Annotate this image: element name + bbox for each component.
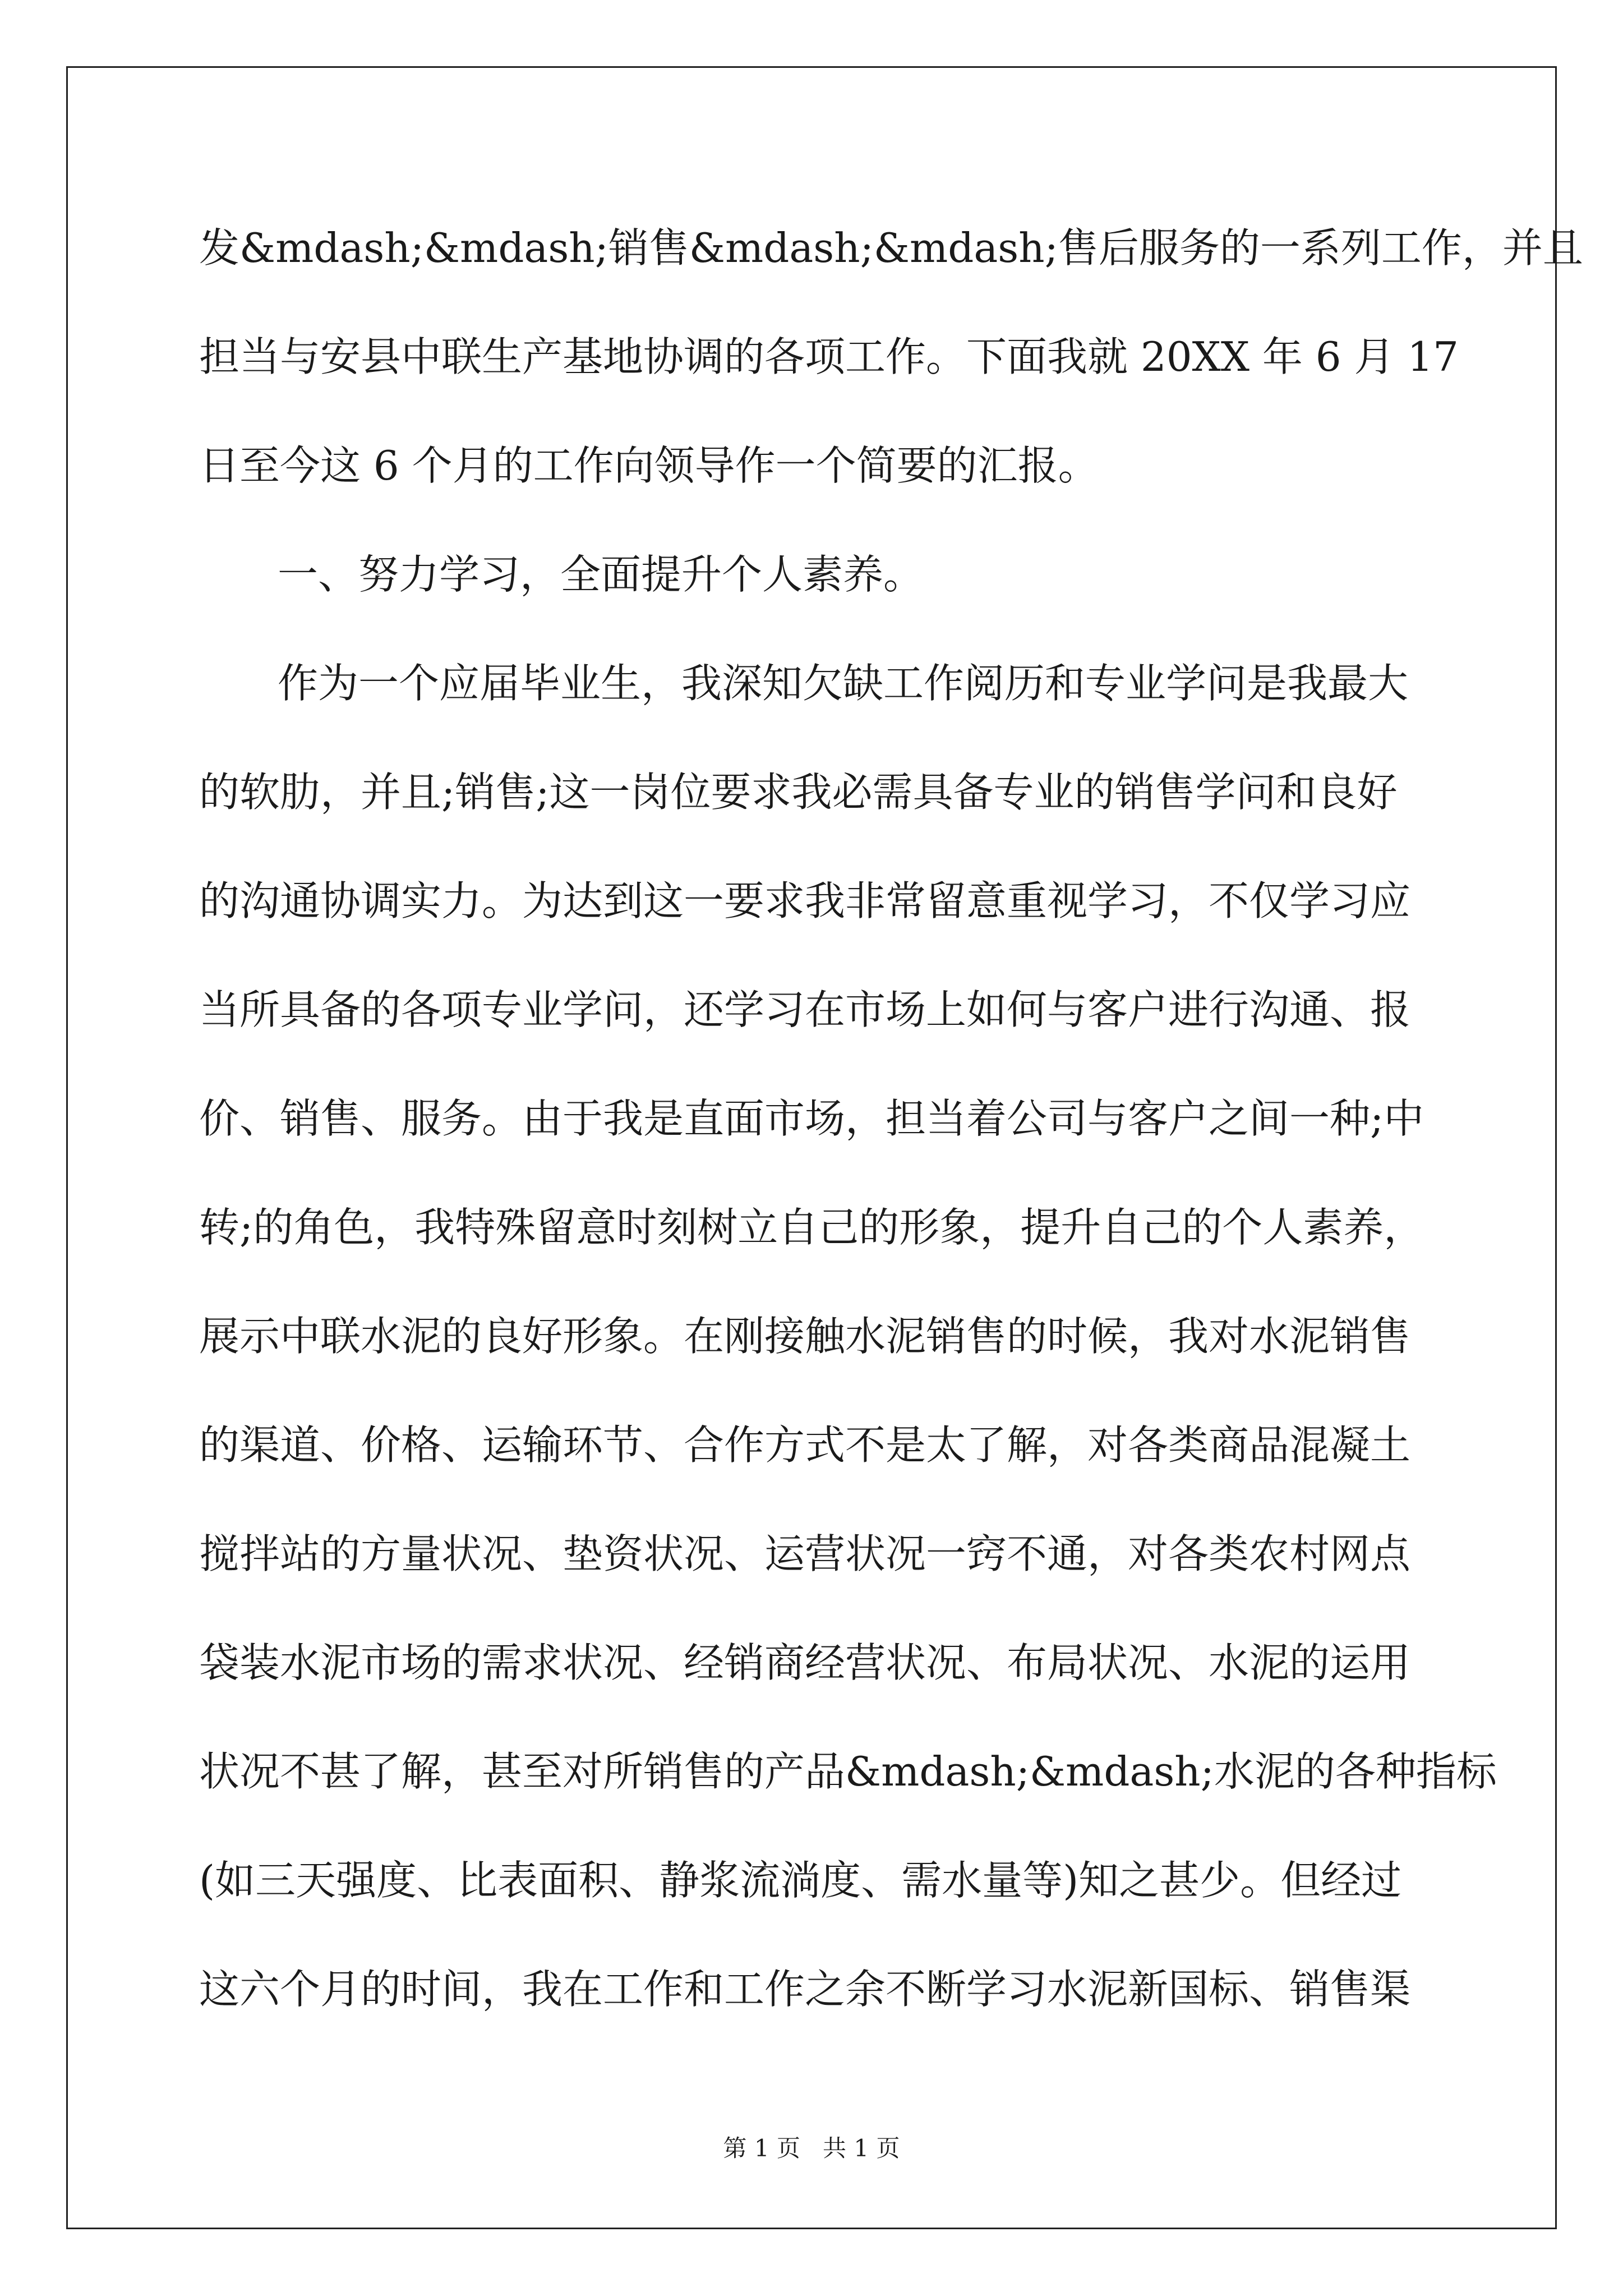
text-line: 状况不甚了解，甚至对所销售的产品&mdash;&mdash;水泥的各种指标 bbox=[199, 1748, 1497, 1795]
text-line: 价、销售、服务。由于我是直面市场，担当着公司与客户之间一种;中 bbox=[199, 1095, 1424, 1142]
text-line: 发&mdash;&mdash;销售&mdash;&mdash;售后服务的一系列工作，并且 bbox=[199, 224, 1583, 272]
text-line: 这六个月的时间，我在工作和工作之余不断学习水泥新国标、销售渠 bbox=[199, 1966, 1411, 2013]
text-line: 袋装水泥市场的需求状况、经销商经营状况、布局状况、水泥的运用 bbox=[199, 1639, 1411, 1686]
text-line: 搅拌站的方量状况、垫资状况、运营状况一窍不通，对各类农村网点 bbox=[199, 1530, 1411, 1577]
text-line: (如三天强度、比表面积、静浆流淌度、需水量等)知之甚少。但经过 bbox=[199, 1857, 1402, 1904]
text-line: 作为一个应届毕业生，我深知欠缺工作阅历和专业学问是我最大 bbox=[278, 660, 1409, 707]
text-line: 展示中联水泥的良好形象。在刚接触水泥销售的时候，我对水泥销售 bbox=[199, 1313, 1411, 1360]
text-line: 日至今这 6 个月的工作向领导作一个简要的汇报。 bbox=[199, 442, 1099, 489]
page-number-footer: 第 1 页 共 1 页 bbox=[723, 2134, 900, 2162]
text-line: 担当与安县中联生产基地协调的各项工作。下面我就 20XX 年 6 月 17 bbox=[199, 333, 1459, 380]
text-line: 的沟通协调实力。为达到这一要求我非常留意重视学习，不仅学习应 bbox=[199, 877, 1411, 924]
text-line: 当所具备的各项专业学问，还学习在市场上如何与客户进行沟通、报 bbox=[199, 986, 1411, 1033]
text-line: 的软肋，并且;销售;这一岗位要求我必需具备专业的销售学问和良好 bbox=[199, 769, 1398, 816]
text-line: 转;的角色，我特殊留意时刻树立自己的形象，提升自己的个人素养， bbox=[199, 1204, 1424, 1251]
section-heading: 一、努力学习，全面提升个人素养。 bbox=[278, 551, 924, 598]
text-line: 的渠道、价格、运输环节、合作方式不是太了解，对各类商品混凝土 bbox=[199, 1421, 1411, 1469]
